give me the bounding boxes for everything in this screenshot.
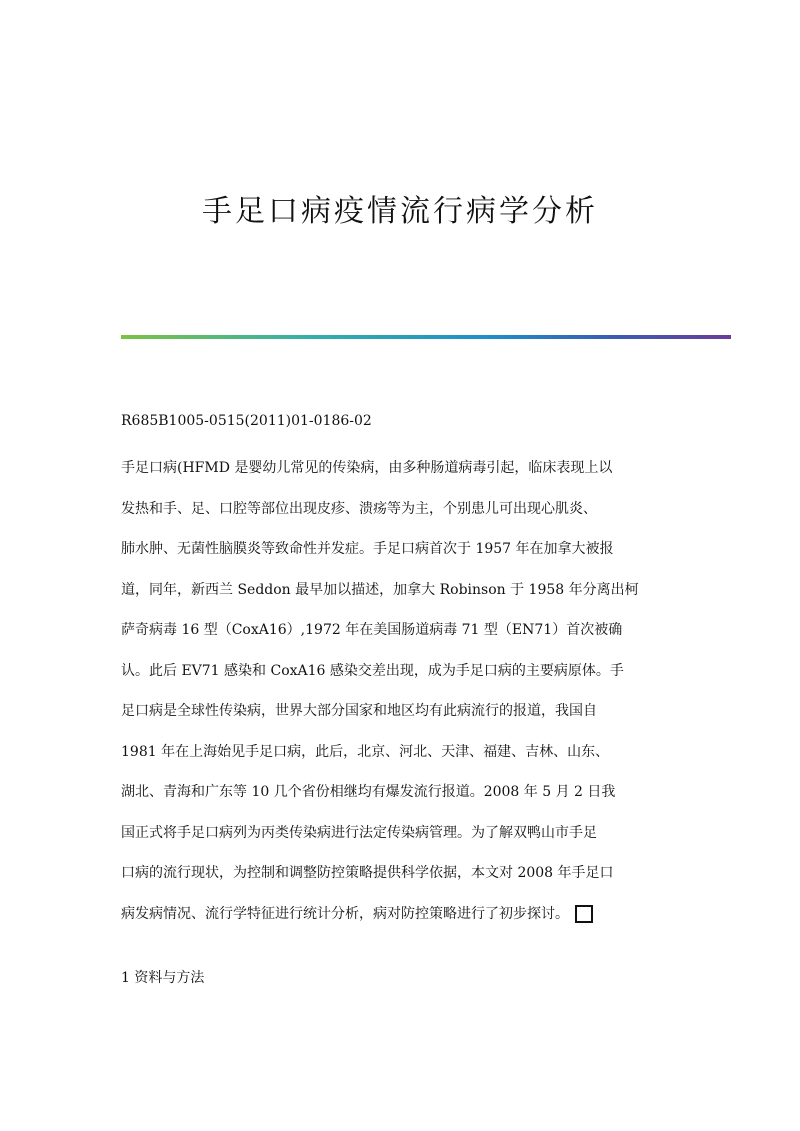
title-divider [121,335,731,339]
section-heading: 1 资料与方法 [121,970,205,986]
paragraph-line: 湖北、青海和广东等 10 几个省份相继均有爆发流行报道。2008 年 5 月 2 日我 [121,784,616,800]
paragraph-last-line [121,902,681,943]
paragraph-line: 萨奇病毒 16 型（CoxA16）,1972 年在美国肠道病毒 71 型（EN71）首次被确 [121,622,623,638]
paragraph-line-text: 病发病情况、流行学特征进行统计分析，病对防控策略进行了初步探讨。 [121,905,569,922]
document-title: 手足口病疫情流行病学分析 [202,194,598,229]
paragraph-line: 足口病是全球性传染病，世界大部分国家和地区均有此病流行的报道，我国自 [121,703,597,719]
checkbox-square-icon [575,905,593,923]
paragraph-line: 国正式将手足口病列为丙类传染病进行法定传染病管理。为了解双鸭山市手足 [121,824,597,841]
paragraph-line: 认。此后 EV71 感染和 CoxA16 感染交差出现，成为手足口病的主要病原体。手 [121,662,624,679]
intro-paragraph [121,456,681,942]
paragraph-line: 口病的流行现状，为控制和调整防控策略提供科学依据，本文对 2008 年手足口 [121,865,614,881]
paragraph-line: 肺水肿、无菌性脑膜炎等致命性并发症。手足口病首次于 1957 年在加拿大被报 [121,541,614,557]
reference-code: R685B1005-0515(2011)01-0186-02 [121,413,372,429]
paragraph-line: 1981 年在上海始见手足口病，此后，北京、河北、天津、福建、吉林、山东、 [121,743,610,760]
paragraph-line: 道，同年，新西兰 Seddon 最早加以描述，加拿大 Robinson 于 1958 年分离出柯 [121,581,639,598]
paragraph-line: 发热和手、足、口腔等部位出现皮疹、溃疡等为主，个别患儿可出现心肌炎、 [121,500,597,517]
paragraph-line: 手足口病(HFMD 是婴幼儿常见的传染病，由多种肠道病毒引起，临床表现上以 [121,460,613,476]
